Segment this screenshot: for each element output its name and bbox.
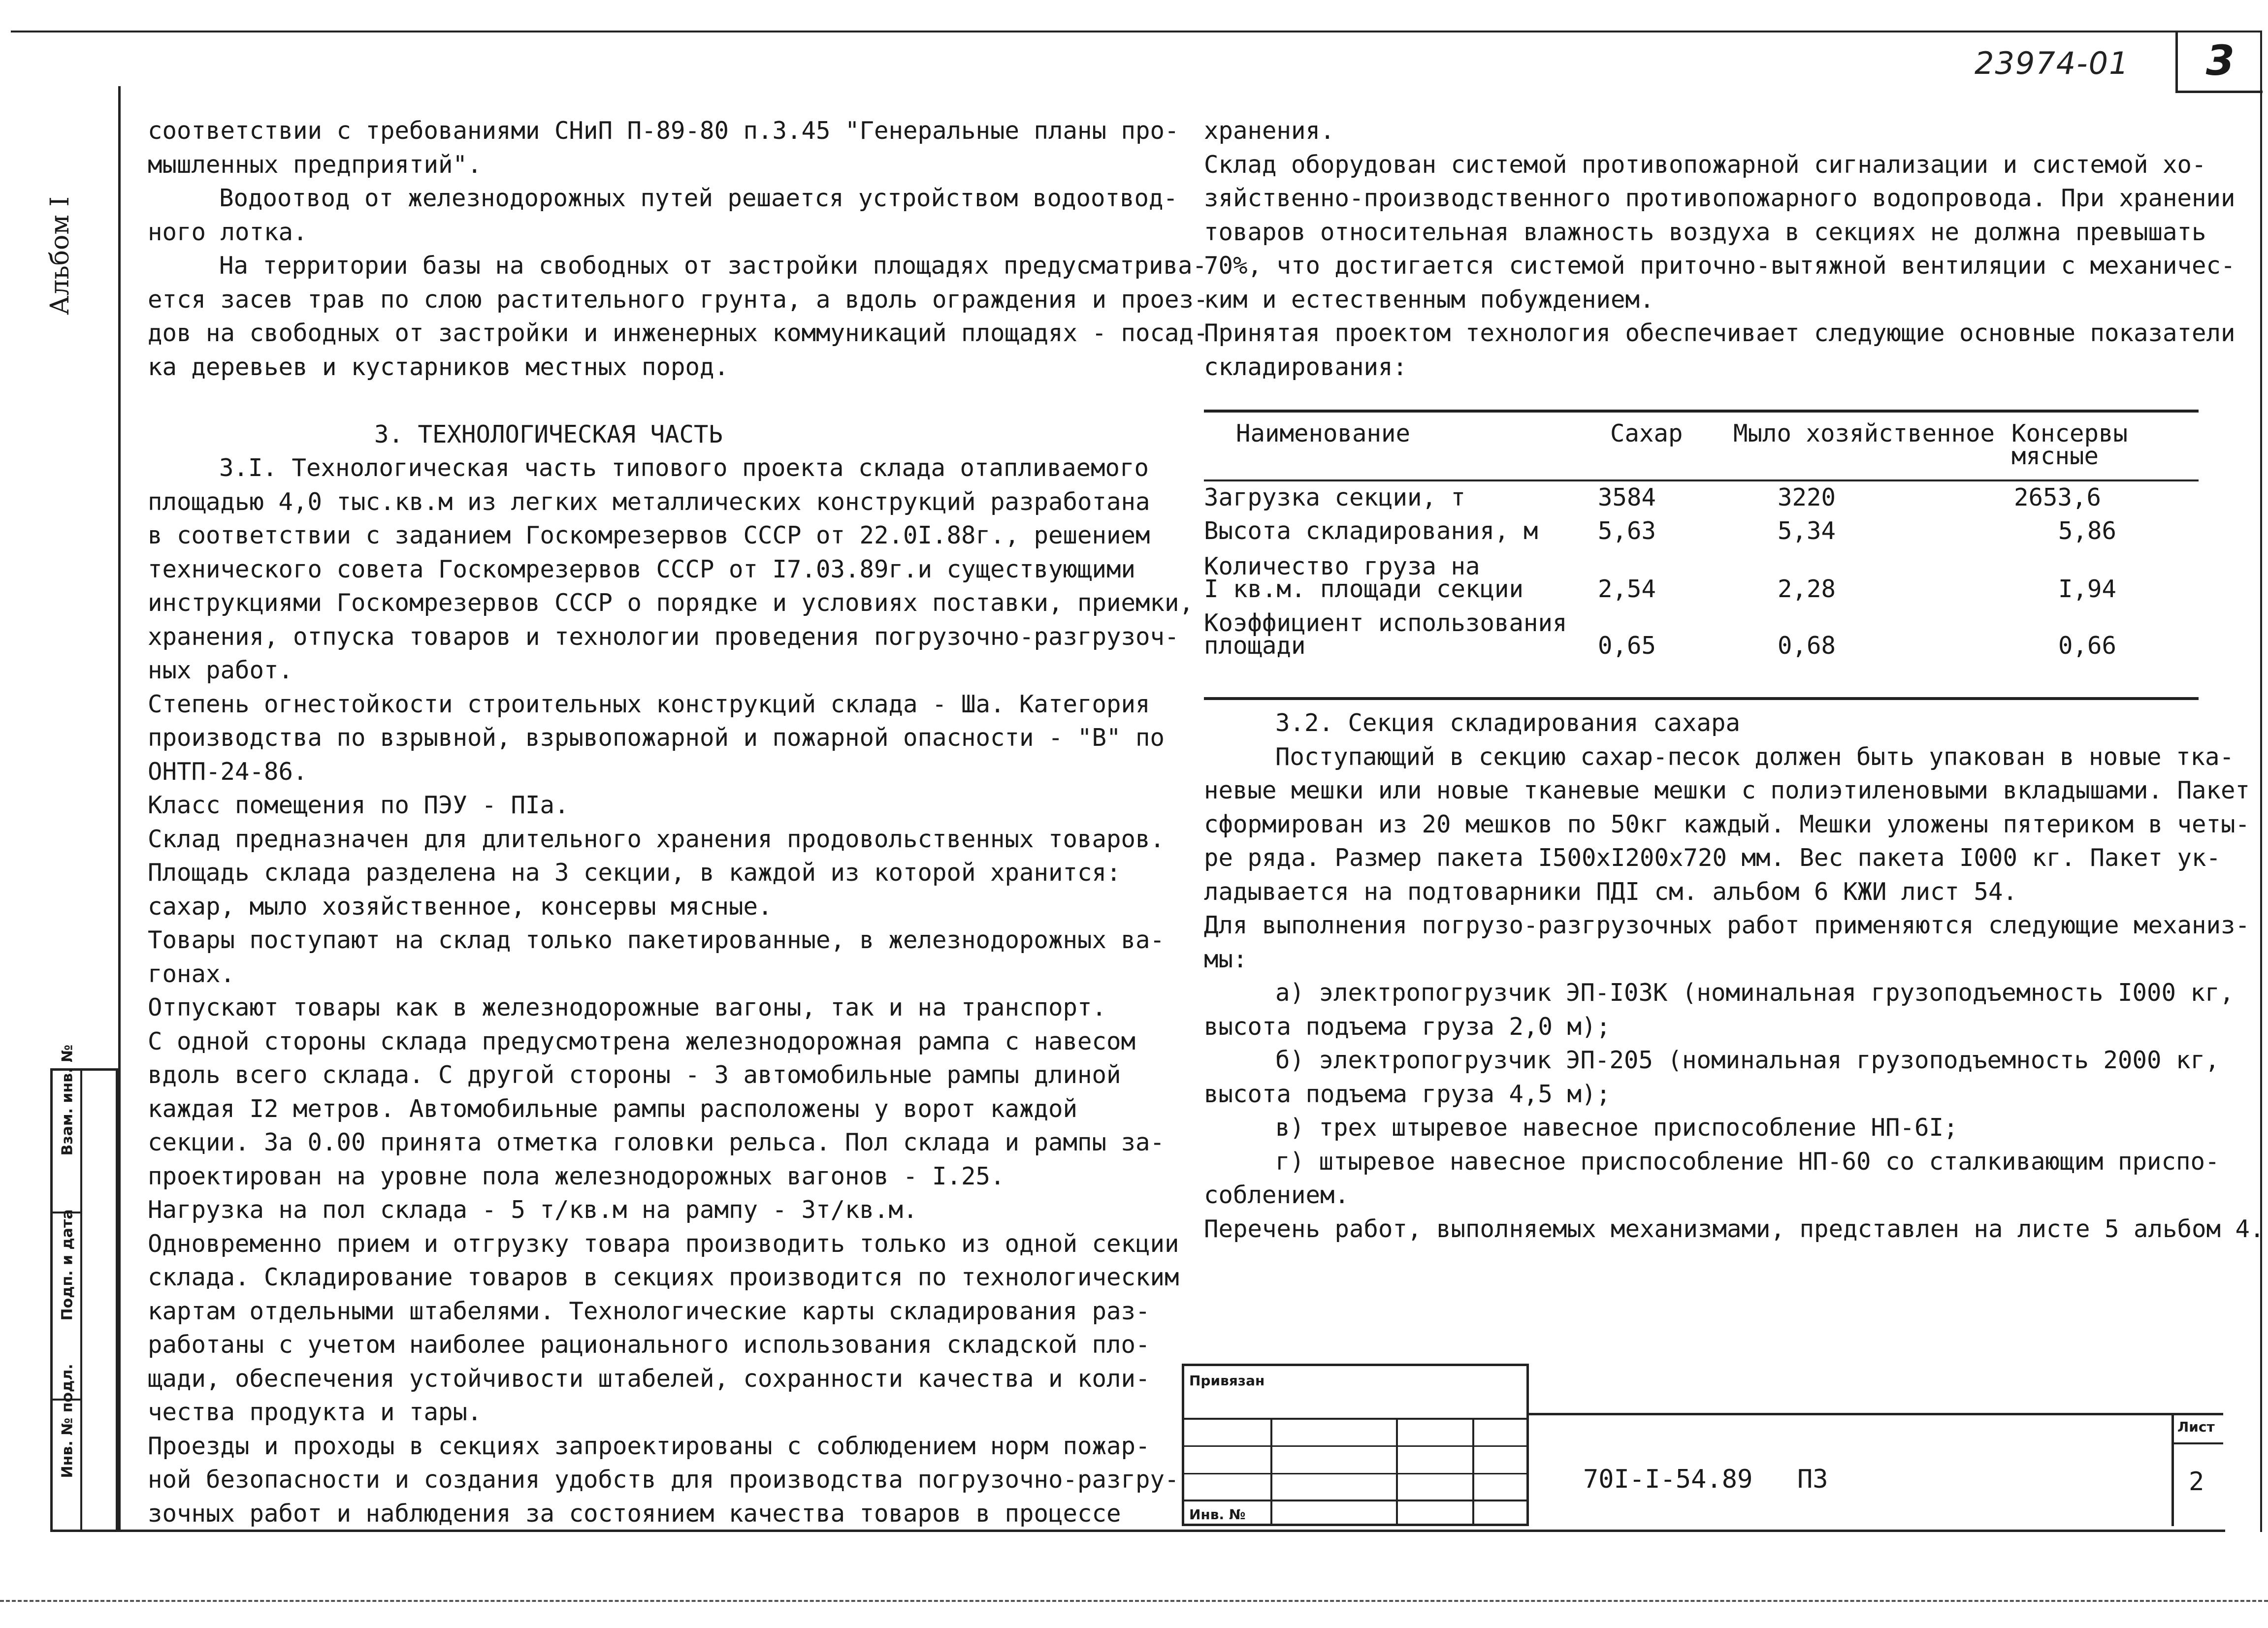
text-line: хранения, отпуска товаров и технологии проведения погрузочно-разгрузоч- bbox=[148, 622, 1179, 651]
table-cell: 2653,6 bbox=[2014, 483, 2102, 511]
text-line: невые мешки или новые тканевые мешки с полиэтиленовыми вкладышами. Пакет bbox=[1204, 776, 2250, 804]
text-line: в) трех штыревое навесное приспособление НП-6I; bbox=[1275, 1114, 1958, 1142]
text-line: Склад предназначен для длительного хранения продовольственных товаров. bbox=[148, 825, 1165, 853]
text-line: склада. Складирование товаров в секциях производится по технологическим bbox=[148, 1263, 1179, 1291]
text-line: производства по взрывной, взрывопожарной и пожарной опасности - "В" по bbox=[148, 724, 1165, 752]
text-line: ОНТП-24-86. bbox=[148, 757, 308, 786]
document-code: 23974-01 bbox=[1975, 45, 2130, 81]
storage-indicators-table bbox=[1204, 410, 2199, 700]
binding-stamp bbox=[50, 1044, 118, 1532]
text-line: чества продукта и тары. bbox=[148, 1398, 482, 1426]
text-line: хранения. bbox=[1204, 117, 1335, 145]
table-header-name: Наименование bbox=[1236, 419, 1411, 447]
sheet-number: 3 bbox=[2175, 31, 2263, 93]
table-cell: 2,54 bbox=[1598, 575, 1656, 603]
sheet-value: 2 bbox=[2189, 1467, 2204, 1497]
text-line: Водоотвод от железнодорожных путей решается устройством водоотвод- bbox=[219, 184, 1178, 212]
text-line: сахар, мыло хозяйственное, консервы мясные. bbox=[148, 892, 773, 921]
text-line: ка деревьев и кустарников местных пород. bbox=[148, 352, 729, 381]
table-row-name: Загрузка секции, т bbox=[1204, 483, 1466, 511]
right-text-column-bottom bbox=[1204, 706, 2265, 1246]
text-line: Для выполнения погрузо-разгрузочных работ применяются следующие механиз- bbox=[1204, 911, 2250, 939]
table-cell: 2,28 bbox=[1778, 575, 1836, 603]
text-line: в соответствии с заданием Госкомрезервов СССР от 22.0I.88г., решением bbox=[148, 521, 1150, 549]
text-line: Товары поступают на склад только пакетированные, в железнодорожных ва- bbox=[148, 926, 1165, 954]
text-line: инструкциями Госкомрезервов СССР о порядке и условиях поставки, приемки, bbox=[148, 589, 1194, 617]
title-block bbox=[1182, 1364, 2223, 1531]
text-line: товаров относительная влажность воздуха в секциях не должна превышать bbox=[1204, 218, 2206, 246]
text-line: 70%, что достигается системой приточно-вытяжной вентиляции с механичес- bbox=[1204, 252, 2236, 280]
sheet-label: Лист bbox=[2177, 1419, 2215, 1435]
table-cell: 0,66 bbox=[2058, 632, 2117, 660]
text-line: ким и естественным побуждением. bbox=[1204, 285, 1654, 314]
text-line: ной безопасности и создания удобств для производства погрузочно-разгру- bbox=[148, 1466, 1179, 1494]
text-line: технического совета Госкомрезервов СССР от I7.03.89г.и существующими bbox=[148, 555, 1136, 583]
stamp-sign-date: Подп. и дата bbox=[59, 1209, 76, 1321]
table-cell: 3584 bbox=[1598, 483, 1656, 511]
table-cell: 0,65 bbox=[1598, 632, 1656, 660]
table-cell: 5,34 bbox=[1778, 517, 1836, 545]
text-line: Нагрузка на пол склада - 5 т/кв.м на рампу - 3т/кв.м. bbox=[148, 1196, 918, 1224]
text-line: Проезды и проходы в секциях запроектированы с соблюдением норм пожар- bbox=[148, 1432, 1150, 1460]
text-line: Склад оборудован системой противопожарной сигнализации и системой хо- bbox=[1204, 150, 2206, 179]
table-header-canned: Консервы мясные bbox=[2011, 419, 2128, 470]
text-line: складирования: bbox=[1204, 352, 1408, 381]
left-text-column bbox=[148, 114, 1208, 1531]
text-line: зочных работ и наблюдения за состоянием качества товаров в процессе bbox=[148, 1499, 1121, 1528]
section-heading: 3. ТЕХНОЛОГИЧЕСКАЯ ЧАСТЬ bbox=[374, 420, 723, 448]
text-line: ре ряда. Размер пакета I500xI200x720 мм. Вес пакета I000 кг. Пакет ук- bbox=[1204, 844, 2221, 872]
text-line: секции. За 0.00 принята отметка головки рельса. Пол склада и рампы за- bbox=[148, 1128, 1165, 1156]
table-header-soap: Мыло хозяйственное bbox=[1733, 419, 1995, 447]
right-text-column-top bbox=[1204, 114, 2236, 384]
text-line: Класс помещения по ПЭУ - ПIа. bbox=[148, 791, 569, 819]
text-line: щади, обеспечения устойчивости штабелей, сохранности качества и коли- bbox=[148, 1364, 1150, 1393]
table-cell: 3220 bbox=[1778, 483, 1836, 511]
table-row-name: Количество груза на I кв.м. площади секции bbox=[1204, 552, 1524, 603]
table-cell: I,94 bbox=[2058, 575, 2117, 603]
text-line: 3.2. Секция складирования сахара bbox=[1275, 709, 1741, 737]
text-line: соответствии с требованиями СНиП П-89-80 п.3.45 "Генеральные планы про- bbox=[148, 117, 1179, 145]
text-line: мы: bbox=[1204, 945, 1248, 973]
album-label: Альбом I bbox=[45, 196, 75, 315]
stamp-inv-orig: Инв. № подл. bbox=[59, 1364, 76, 1478]
text-line: Принятая проектом технология обеспечивает следующие основные показатели bbox=[1204, 319, 2236, 347]
text-line bbox=[148, 384, 1182, 418]
table-cell: 0,68 bbox=[1778, 632, 1836, 660]
text-line: площадью 4,0 тыс.кв.м из легких металлических конструкций разработана bbox=[148, 487, 1150, 516]
text-line: Перечень работ, выполняемых механизмами, представлен на листе 5 альбом 4. bbox=[1204, 1214, 2265, 1243]
text-line: ется засев трав по слою растительного грунта, а вдоль ограждения и проез- bbox=[148, 285, 1208, 314]
text-line: проектирован на уровне пола железнодорожных вагонов - I.25. bbox=[148, 1162, 1005, 1190]
text-line: высота подъема груза 2,0 м); bbox=[1204, 1012, 1611, 1041]
table-row-name: Высота складирования, м bbox=[1204, 517, 1538, 545]
text-line: ного лотка. bbox=[148, 218, 308, 246]
table-cell: 5,63 bbox=[1598, 517, 1656, 545]
text-line: каждая I2 метров. Автомобильные рампы расположены у ворот каждой bbox=[148, 1094, 1078, 1123]
text-line: С одной стороны склада предусмотрена железнодорожная рампа с навесом bbox=[148, 1027, 1136, 1055]
document-designation: 70I-I-54.89 bbox=[1583, 1465, 1753, 1494]
text-line: а) электропогрузчик ЭП-I03К (номинальная грузоподъемность I000 кг, bbox=[1275, 979, 2235, 1007]
text-line: 3.I. Технологическая часть типового проекта склада отапливаемого bbox=[219, 454, 1149, 482]
text-line: сформирован из 20 мешков по 50кг каждый. Мешки уложены пятериком в четы- bbox=[1204, 810, 2250, 838]
text-line: ладывается на подтоварники ПДI см. альбом 6 КЖИ лист 54. bbox=[1204, 877, 2018, 906]
table-header-sugar: Сахар bbox=[1610, 419, 1683, 447]
text-line: зяйственно-производственного противопожарного водопровода. При хранении bbox=[1204, 184, 2236, 212]
table-row-name: Коэффициент использования площади bbox=[1204, 609, 1567, 660]
text-line: дов на свободных от застройки и инженерных коммуникаций площадях - посад- bbox=[148, 319, 1208, 347]
text-line: Поступающий в секцию сахар-песок должен быть упакован в новые тка- bbox=[1275, 742, 2235, 771]
text-line: гонах. bbox=[148, 959, 235, 988]
text-line: мышленных предприятий". bbox=[148, 150, 482, 179]
text-line: соблением. bbox=[1204, 1181, 1350, 1209]
table-cell: 5,86 bbox=[2058, 517, 2117, 545]
text-line: картам отдельными штабелями. Технологические карты складирования раз- bbox=[148, 1297, 1150, 1325]
text-line: Площадь склада разделена на 3 секции, в каждой из которой хранится: bbox=[148, 859, 1121, 887]
text-line: б) электропогрузчик ЭП-205 (номинальная грузоподъемность 2000 кг, bbox=[1275, 1046, 2220, 1074]
stamp-inv-replace: Взам. инв. № bbox=[59, 1044, 76, 1156]
text-line: работаны с учетом наиболее рационального использования складской пло- bbox=[148, 1331, 1150, 1359]
inv-label: Инв. № bbox=[1189, 1506, 1246, 1523]
text-line: Отпускают товары как в железнодорожные вагоны, так и на транспорт. bbox=[148, 993, 1107, 1021]
bound-label: Привязан bbox=[1189, 1373, 1265, 1389]
cut-line bbox=[0, 1600, 2268, 1602]
text-line: ных работ. bbox=[148, 656, 293, 684]
text-line: высота подъема груза 4,5 м); bbox=[1204, 1080, 1611, 1108]
document-type: ПЗ bbox=[1797, 1465, 1828, 1494]
text-line: г) штыревое навесное приспособление НП-60 со сталкивающим приспо- bbox=[1275, 1147, 2220, 1176]
table-header-divider bbox=[1204, 479, 2199, 481]
text-line: Одновременно прием и отгрузку товара производить только из одной секции bbox=[148, 1229, 1179, 1258]
text-line: Степень огнестойкости строительных конструкций склада - Ша. Категория bbox=[148, 690, 1150, 718]
text-line: вдоль всего склада. С другой стороны - 3 автомобильные рампы длиной bbox=[148, 1061, 1121, 1089]
text-line: На территории базы на свободных от застройки площадях предусматрива- bbox=[219, 252, 1207, 280]
